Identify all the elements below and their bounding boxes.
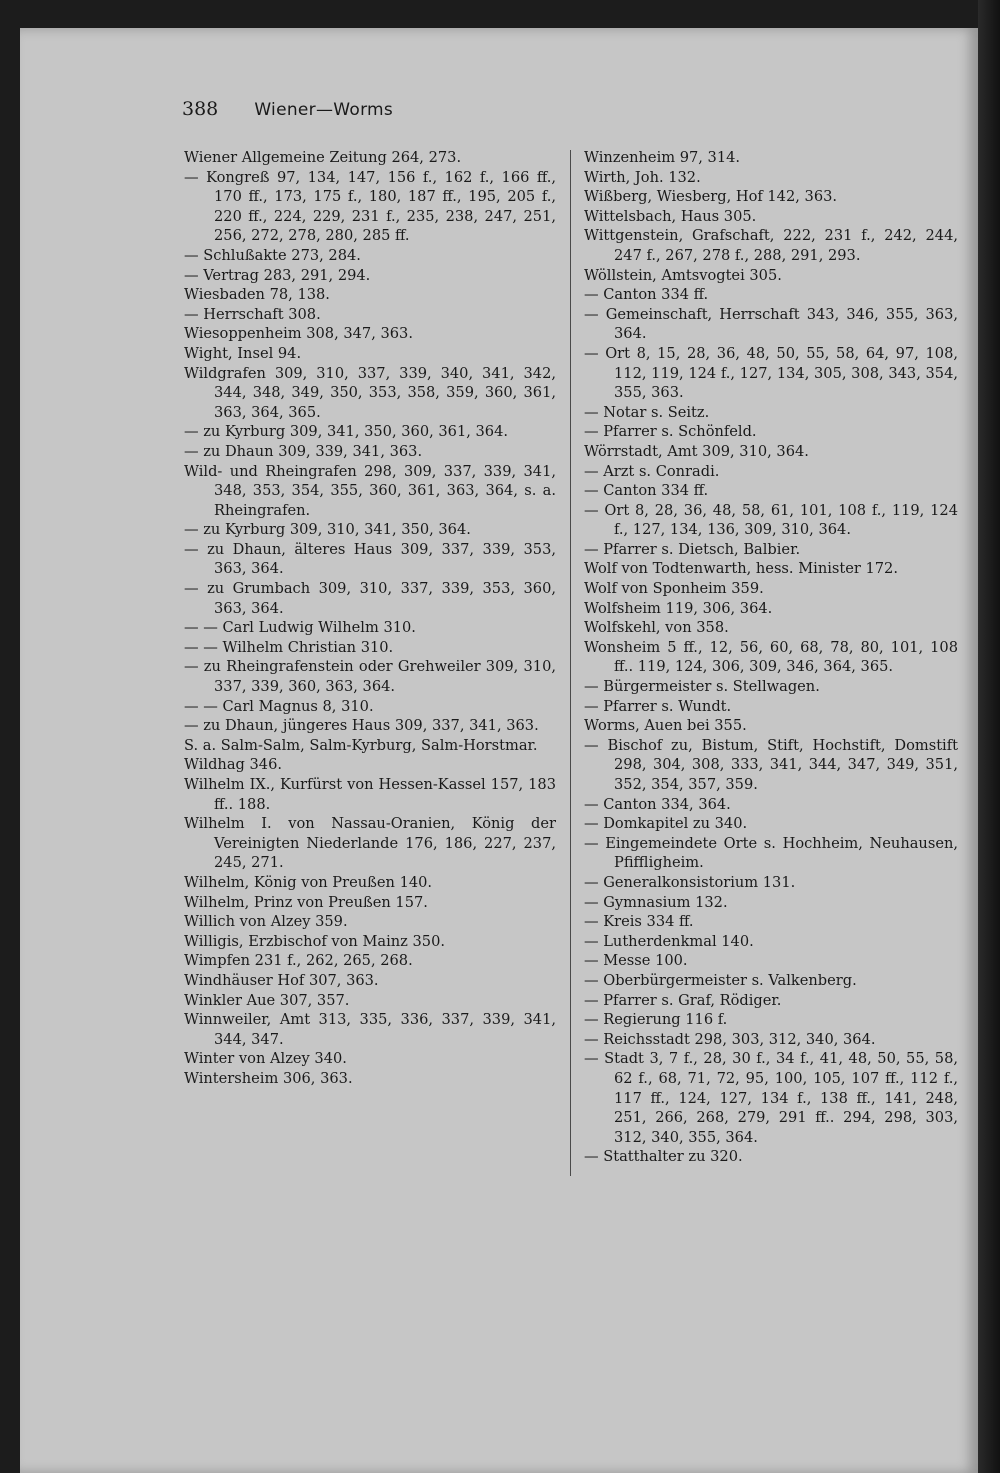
index-entry: — Stadt 3, 7 f., 28, 30 f., 34 f., 41, 48, 50, 55, 58, 62 f., 68, 71, 72, 95, 100, 105, 107 ff., 112 f., 117 ff., 124, 127, 134 f., 138 ff., 141, 248, 251, 266, 268, 279, 291 ff.. 294, 298, 303, 312, 340, 355, 364. [584,1050,958,1146]
index-entry: Winnweiler, Amt 313, 335, 336, 337, 339, 341, 344, 347. [184,1011,556,1048]
index-entry: — Pfarrer s. Wundt. [584,697,732,715]
index-entry: — zu Dhaun, jüngeres Haus 309, 337, 341, 363. [184,717,539,735]
index-entry: — Ort 8, 28, 36, 48, 58, 61, 101, 108 f., 119, 124 f., 127, 134, 136, 309, 310, 364. [584,501,958,539]
index-entry: Winzenheim 97, 314. [584,149,741,166]
index-entry: — Generalkonsistorium 131. [584,873,796,891]
index-entry: Wildhag 346. [184,756,282,774]
index-entry: Wittelsbach, Haus 305. [584,207,757,225]
index-entry: — Kongreß 97, 134, 147, 156 f., 162 f., 166 ff., 170 ff., 173, 175 f., 180, 187 ff., 195, 205 f., 220 ff., 224, 229, 231 f., 235, 238, 247, 251, 256, 272, 278, 280, 285 ff. [184,168,556,245]
index-entry: — Notar s. Seitz. [584,403,710,421]
index-entry: — Schlußakte 273, 284. [184,246,361,264]
header-range: Wiener—Worms [254,100,394,120]
index-entry: — Eingemeindete Orte s. Hochheim, Neuhausen, Pfiffligheim. [584,834,958,872]
index-entry: — — Carl Ludwig Wilhelm 310. [184,619,416,637]
index-entry: Wolf von Todtenwarth, hess. Minister 172. [584,560,898,578]
index-entry: — — Wilhelm Christian 310. [184,638,394,656]
index-entry: — Vertrag 283, 291, 294. [184,266,371,284]
index-entry: Wiesbaden 78, 138. [184,286,330,304]
index-entry: — Pfarrer s. Dietsch, Balbier. [584,540,801,558]
index-entry: Wild- und Rheingrafen 298, 309, 337, 339, 341, 348, 353, 354, 355, 360, 361, 363, 364, s. a. Rheingrafen. [184,462,556,519]
index-entry: — Regierung 116 f. [584,1011,728,1029]
index-entry: — zu Rheingrafenstein oder Grehweiler 309, 310, 337, 339, 360, 363, 364. [184,658,556,696]
index-entry: — Gymnasium 132. [584,893,728,911]
index-entry: Wilhelm, Prinz von Preußen 157. [184,893,428,911]
index-entry: — zu Kyrburg 309, 341, 350, 360, 361, 364. [184,423,509,441]
index-entry: Wight, Insel 94. [184,344,302,362]
index-entry: — Statthalter zu 320. [584,1148,743,1166]
index-entry: Wißberg, Wiesberg, Hof 142, 363. [584,188,838,206]
index-entry: — zu Kyrburg 309, 310, 341, 350, 364. [184,521,471,539]
page-number: 388 [182,98,219,120]
index-entry: Wittgenstein, Grafschaft, 222, 231 f., 242, 244, 247 f., 267, 278 f., 288, 291, 293. [584,227,958,264]
index-entry: — Oberbürgermeister s. Valkenberg. [584,971,857,989]
index-entry: — Herrschaft 308. [184,305,321,323]
index-entry: Wiesoppenheim 308, 347, 363. [184,325,413,343]
index-entry: Wolfsheim 119, 306, 364. [584,599,773,617]
running-header [182,98,393,120]
index-entry: Wörrstadt, Amt 309, 310, 364. [584,442,809,460]
column-divider [570,150,571,1176]
index-entry: — Reichsstadt 298, 303, 312, 340, 364. [584,1030,876,1048]
index-entry: — Kreis 334 ff. [584,913,694,931]
index-entry: — zu Dhaun 309, 339, 341, 363. [184,442,423,460]
index-entry: — Lutherdenkmal 140. [584,932,754,950]
index-entry: Wiener Allgemeine Zeitung 264, 273. [184,149,462,166]
index-column-left [184,148,556,1089]
index-entry: S. a. Salm-Salm, Salm-Kyrburg, Salm-Horstmar. [184,736,538,754]
index-entry: — Bischof zu, Bistum, Stift, Hochstift, Domstift 298, 304, 308, 333, 341, 344, 347, 349, 351, 352, 354, 357, 359. [584,736,958,793]
index-entry: Willich von Alzey 359. [184,913,348,931]
index-entry: Worms, Auen bei 355. [584,717,747,735]
index-entry: — zu Grumbach 309, 310, 337, 339, 353, 360, 363, 364. [184,580,556,617]
index-entry: — zu Dhaun, älteres Haus 309, 337, 339, 353, 363, 364. [184,540,556,578]
index-entry: Wilhelm IX., Kurfürst von Hessen-Kassel 157, 183 ff.. 188. [184,776,556,813]
index-entry: — Canton 334, 364. [584,795,731,813]
index-entry: — Gemeinschaft, Herrschaft 343, 346, 355, 363, 364. [584,305,958,343]
index-entry: Windhäuser Hof 307, 363. [184,971,379,989]
index-column-right [584,148,958,1167]
scan-edge [978,0,1000,1473]
index-entry: — Bürgermeister s. Stellwagen. [584,678,820,696]
index-entry: Wildgrafen 309, 310, 337, 339, 340, 341, 342, 344, 348, 349, 350, 353, 358, 359, 360, 361, 363, 364, 365. [184,364,556,421]
index-entry: — Messe 100. [584,952,688,970]
index-entry: Wöllstein, Amtsvogtei 305. [584,266,782,284]
index-entry: Wirth, Joh. 132. [584,168,701,186]
index-entry: — Pfarrer s. Schönfeld. [584,423,757,441]
index-entry: — — Carl Magnus 8, 310. [184,697,374,715]
index-entry: Willigis, Erzbischof von Mainz 350. [184,932,446,950]
index-entry: Wonsheim 5 ff., 12, 56, 60, 68, 78, 80, 101, 108 ff.. 119, 124, 306, 309, 346, 364, 365. [584,638,958,676]
index-entry: Winkler Aue 307, 357. [184,991,350,1009]
index-entry: — Arzt s. Conradi. [584,462,720,480]
index-entry: Wintersheim 306, 363. [184,1069,353,1087]
index-entry: — Domkapitel zu 340. [584,815,748,833]
index-entry: — Canton 334 ff. [584,286,709,304]
index-entry: Wilhelm, König von Preußen 140. [184,873,433,891]
index-entry: Winter von Alzey 340. [184,1050,347,1068]
index-entry: Wimpfen 231 f., 262, 265, 268. [184,952,413,970]
index-entry: Wilhelm I. von Nassau-Oranien, König der Vereinigten Niederlande 176, 186, 227, 237, 245, 271. [184,815,556,872]
index-entry: — Canton 334 ff. [584,482,709,500]
index-entry: Wolf von Sponheim 359. [584,580,764,598]
index-entry: — Pfarrer s. Graf, Rödiger. [584,991,782,1009]
index-entry: — Ort 8, 15, 28, 36, 48, 50, 55, 58, 64, 97, 108, 112, 119, 124 f., 127, 134, 305, 308, 343, 354, 355, 363. [584,344,958,402]
index-entry: Wolfskehl, von 358. [584,619,729,637]
